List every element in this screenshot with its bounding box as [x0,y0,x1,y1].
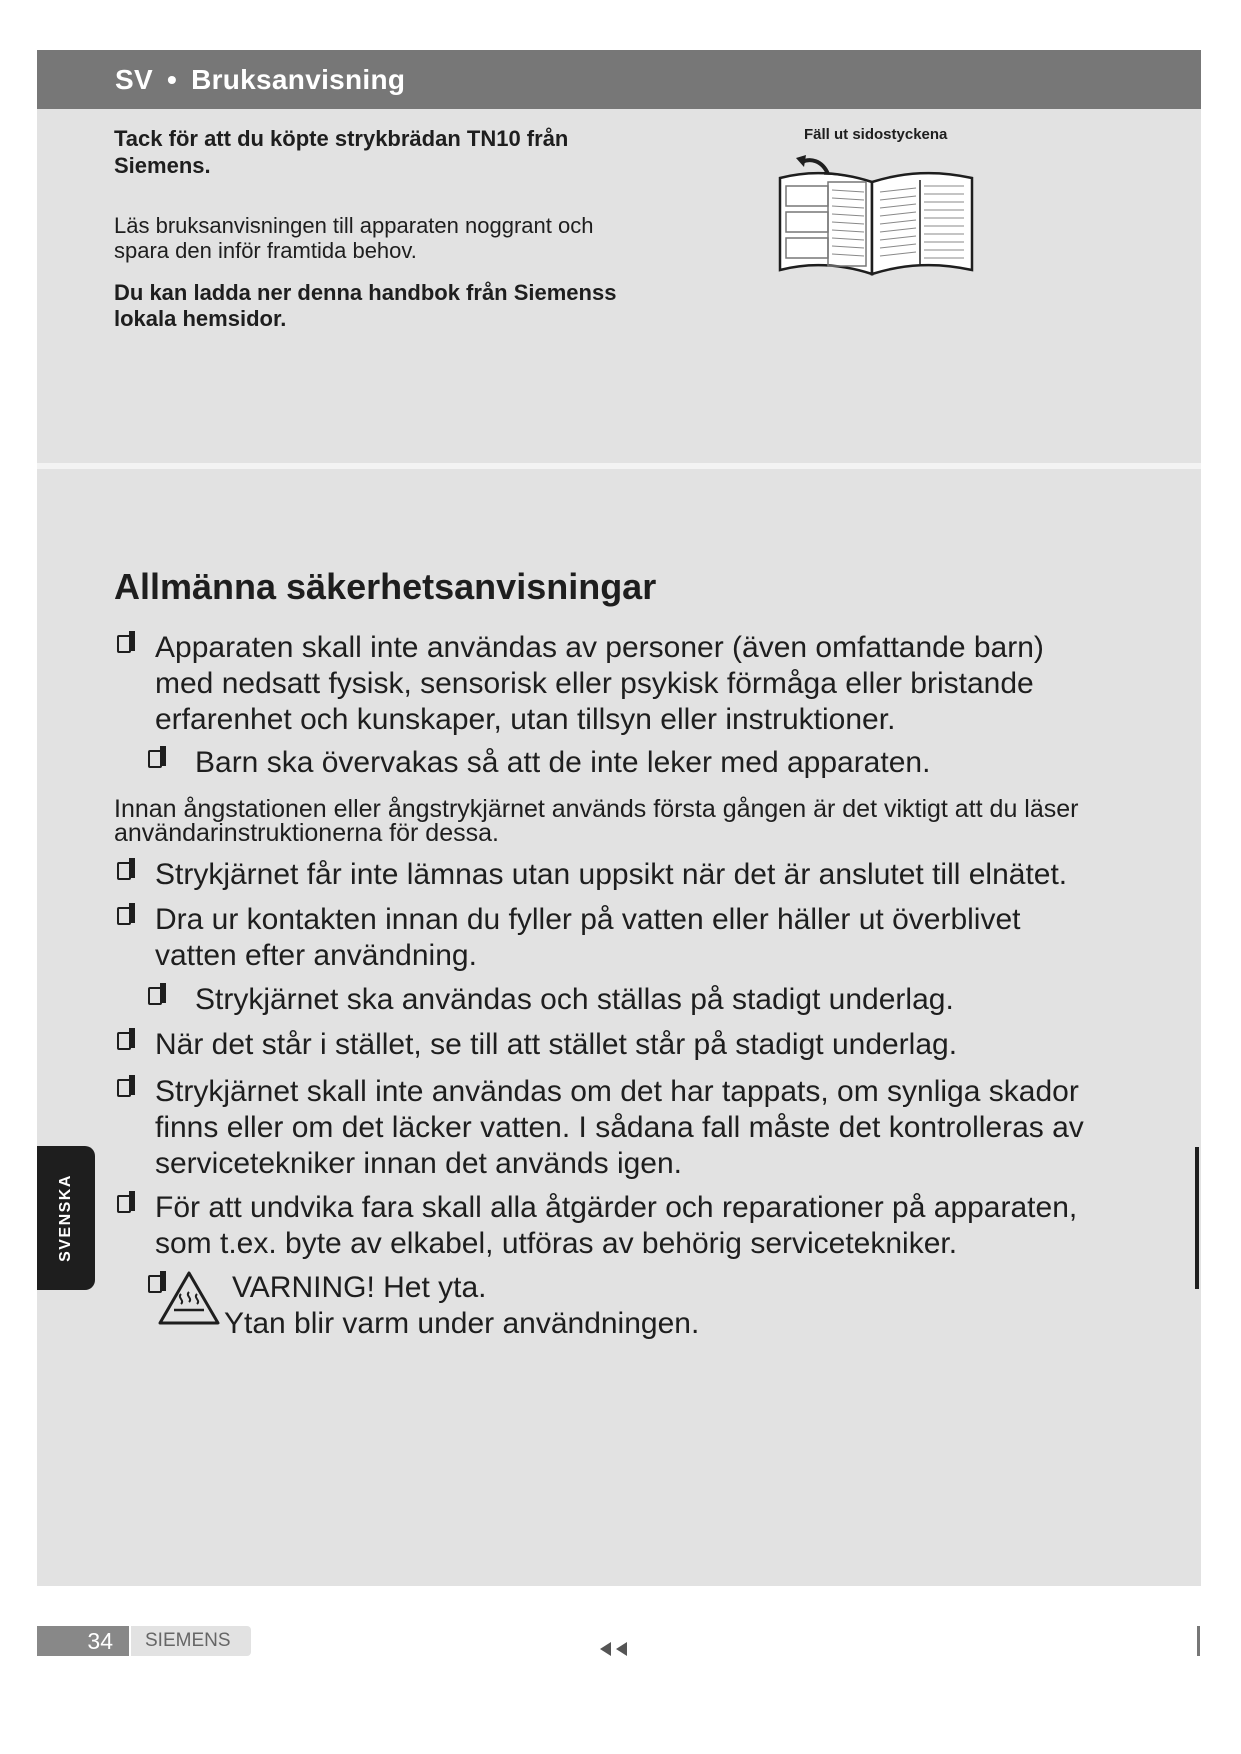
previous-page-icon[interactable] [598,1640,632,1658]
safety-subitem [145,982,1105,1018]
safety-item [114,1074,1104,1182]
warning-title: VARNING! Het yta. [232,1271,487,1304]
warning-item [145,1270,1045,1342]
safety-item [114,630,1104,738]
safety-item-text: För att undvika fara skall alla åtgärder och reparationer på apparaten, som t.ex. byte av elkabel, utföras av behörig servicetekniker. [155,1191,1078,1260]
checkbox-bullet-icon [148,987,162,1005]
section-marker-bar [1195,1147,1199,1289]
checkbox-bullet-icon [148,750,162,768]
header-separator: • [166,63,178,95]
intro-read: Läs bruksanvisningen till apparaten noggrant och spara den inför framtida behov. [114,213,594,263]
checkbox-bullet-icon [117,907,131,925]
safety-item-text: Strykjärnet skall inte användas om det har tappats, om synliga skador finns eller om det läcker vatten. I sådana fall måste det kontrolleras av servicetekniker innan det används igen. [155,1075,1084,1180]
safety-item-text: Strykjärnet ska användas och ställas på stadigt underlag. [195,983,954,1016]
intro-download: Du kan ladda ner denna handbok från Siemenss lokala hemsidor. [114,280,617,331]
header-title: Bruksanvisning [191,63,406,95]
checkbox-bullet-icon [117,1032,131,1050]
checkbox-bullet-icon [117,635,131,653]
safety-item [114,1190,1114,1262]
safety-title: Allmänna säkerhetsanvisningar [114,566,657,607]
safety-item [114,1027,1104,1063]
safety-item-text: Strykjärnet får inte lämnas utan uppsikt när det är anslutet till elnätet. [155,858,1068,891]
fold-out-label: Fäll ut sidostyckena [804,126,948,143]
safety-subitem [145,745,1105,781]
checkbox-bullet-icon [117,1195,131,1213]
safety-item [114,902,1104,974]
language-code: SV [115,63,153,95]
safety-item-text: När det står i stället, se till att stället står på stadigt underlag. [155,1028,958,1061]
hot-surface-warning-icon [157,1270,221,1326]
page-number: 34 [37,1626,129,1656]
first-use-note: Innan ångstationen eller ångstrykjärnet används första gången är det viktigt att du läser användarinstruktionerna för dessa. [114,795,1079,847]
open-book-icon [776,152,976,277]
language-side-tab [37,1146,95,1290]
safety-item [114,857,1104,893]
page-header [37,50,1201,109]
safety-item-text: Barn ska övervakas så att de inte leker med apparaten. [195,746,931,779]
side-tab-label: SVENSKA [57,1174,75,1262]
safety-item-text: Dra ur kontakten innan du fyller på vatten eller häller ut överblivet vatten efter användning. [155,903,1021,972]
brand-label: SIEMENS [131,1626,251,1656]
intro-thanks: Tack för att du köpte strykbrädan TN10 från Siemens. [114,126,569,178]
warning-text: Ytan blir varm under användningen. [224,1307,700,1340]
safety-item-text: Apparaten skall inte användas av personer (även omfattande barn) med nedsatt fysisk, sensorisk eller psykisk förmåga eller bristande erfarenhet och kunskaper, utan tillsyn eller instruktioner. [155,631,1044,736]
checkbox-bullet-icon [117,1079,131,1097]
checkbox-bullet-icon [117,862,131,880]
footer-marker-bar [1197,1626,1200,1656]
